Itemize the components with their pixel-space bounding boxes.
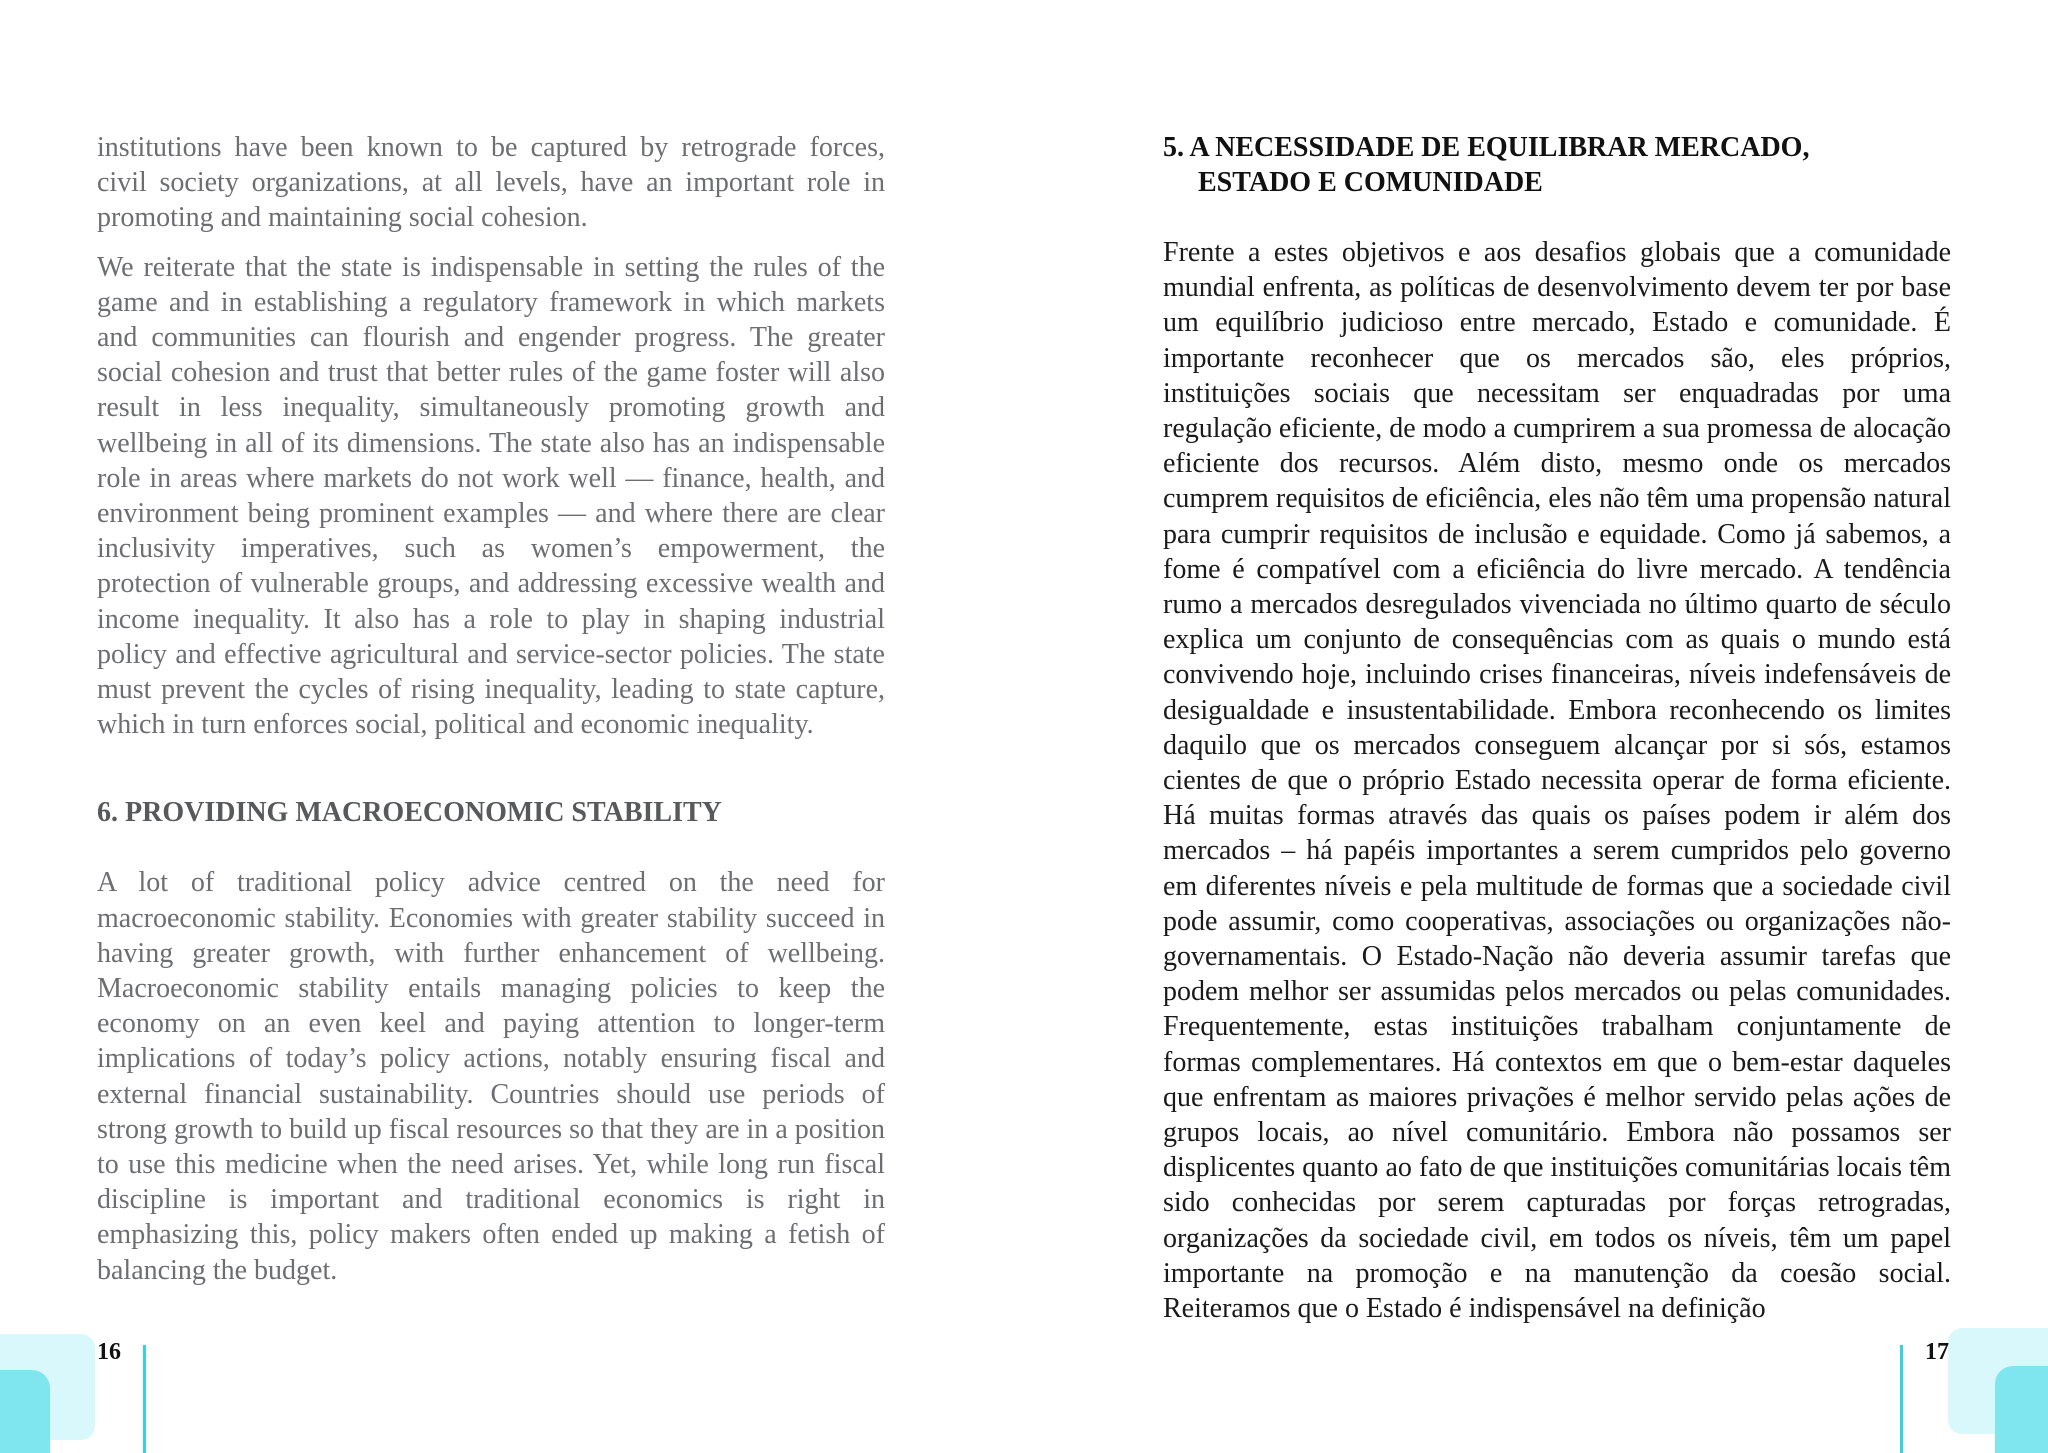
right-heading-line-1: 5. A NECESSIDADE DE EQUILIBRAR MERCADO,: [1163, 132, 1810, 163]
left-section-heading: 6. PROVIDING MACROECONOMIC STABILITY: [97, 797, 722, 829]
right-section-heading: [1163, 130, 1951, 200]
left-page-number: 16: [97, 1339, 121, 1365]
left-footer-rule: [143, 1345, 146, 1453]
right-page-number: 17: [1925, 1339, 1949, 1365]
left-paragraph-3: A lot of traditional policy advice centred on the need for macroeconomic stability. Economies with greater stability succeed in having greater growth, with further enhancement of wellbeing. Macroeconomic stability entails managing policies to keep the economy on an even keel and paying attention to longer-term implications of today’s policy actions, notably ensuring fiscal and external financial sustainability. Countries should use periods of strong growth to build up fiscal resources so that they are in a position to use this medicine when the need arises. Yet, while long run fiscal discipline is important and traditional economics is right in emphasizing this, policy makers often ended up making a fetish of balancing the budget.: [97, 867, 885, 1286]
left-paragraph-2: We reiterate that the state is indispensable in setting the rules of the game and in establishing a regulatory framework in which markets and communities can flourish and engender progress. The greater social cohesion and trust that better rules of the game foster will also result in less inequality, simultaneously promoting growth and wellbeing in all of its dimensions. The state also has an indispensable role in areas where markets do not work well — finance, health, and environment being prominent examples — and where there are clear inclusivity imperatives, such as women’s empowerment, the protection of vulnerable groups, and addressing excessive wealth and income inequality. It also has a role to play in shaping industrial policy and effective agricultural and service-sector policies. The state must prevent the cycles of rising inequality, leading to state capture, which in turn enforces social, political and economic inequality.: [97, 251, 885, 741]
left-page-text: [97, 130, 885, 1288]
left-corner-tab: [0, 1370, 50, 1453]
left-paragraph-1: institutions have been known to be captured by retrograde forces, civil society organizations, at all levels, have an important role in promoting and maintaining social cohesion.: [97, 132, 885, 234]
right-corner-tab: [1995, 1366, 2048, 1453]
right-page-text: [1163, 130, 1951, 1326]
right-heading-line-2: ESTADO E COMUNIDADE: [1198, 167, 1543, 198]
right-footer-rule: [1900, 1345, 1903, 1453]
right-paragraph-1: Frente a estes objetivos e aos desafios globais que a comunidade mundial enfrenta, as políticas de desenvolvimento devem ter por base um equilíbrio judicioso entre mercado, Estado e comunidade. É importante reconhecer que os mercados são, eles próprios, instituições sociais que necessitam ser enquadradas por uma regulação eficiente, de modo a cumprirem a sua promessa de alocação eficiente dos recursos. Além disto, mesmo onde os mercados cumprem requisitos de eficiência, eles não têm uma propensão natural para cumprir requisitos de inclusão e equidade. Como já sabemos, a fome é compatível com a eficiência do livre mercado. A tendência rumo a mercados desregulados vivenciada no último quarto de século explica um conjunto de consequências com as quais o mundo está convivendo hoje, incluindo crises financeiras, níveis indefensáveis de desigualdade e insustentabilidade. Embora reconhecendo os limites daquilo que os mercados conseguem alcançar por si sós, estamos cientes de que o próprio Estado necessita operar de forma eficiente. Há muitas formas através das quais os países podem ir além dos mercados – há papéis importantes a serem cumpridos pelo governo em diferentes níveis e pela multitude de formas que a sociedade civil pode assumir, como cooperativas, associações ou organizações não-governamentais. O Estado-Nação não deveria assumir tarefas que podem melhor ser assumidas pelos mercados ou pelas comunidades. Frequentemente, estas instituições trabalham conjuntamente de formas complementares. Há contextos em que o bem-estar daqueles que enfrentam as maiores privações é melhor servido pelas ações de grupos locais, ao nível comunitário. Embora não possamos ser displicentes quanto ao fato de que instituições comunitárias locais têm sido conhecidas por serem capturadas por forças retrogradas, organizações da sociedade civil, em todos os níveis, têm um papel importante na promoção e na manutenção da coesão social. Reiteramos que o Estado é indispensável na definição: [1163, 237, 1951, 1325]
